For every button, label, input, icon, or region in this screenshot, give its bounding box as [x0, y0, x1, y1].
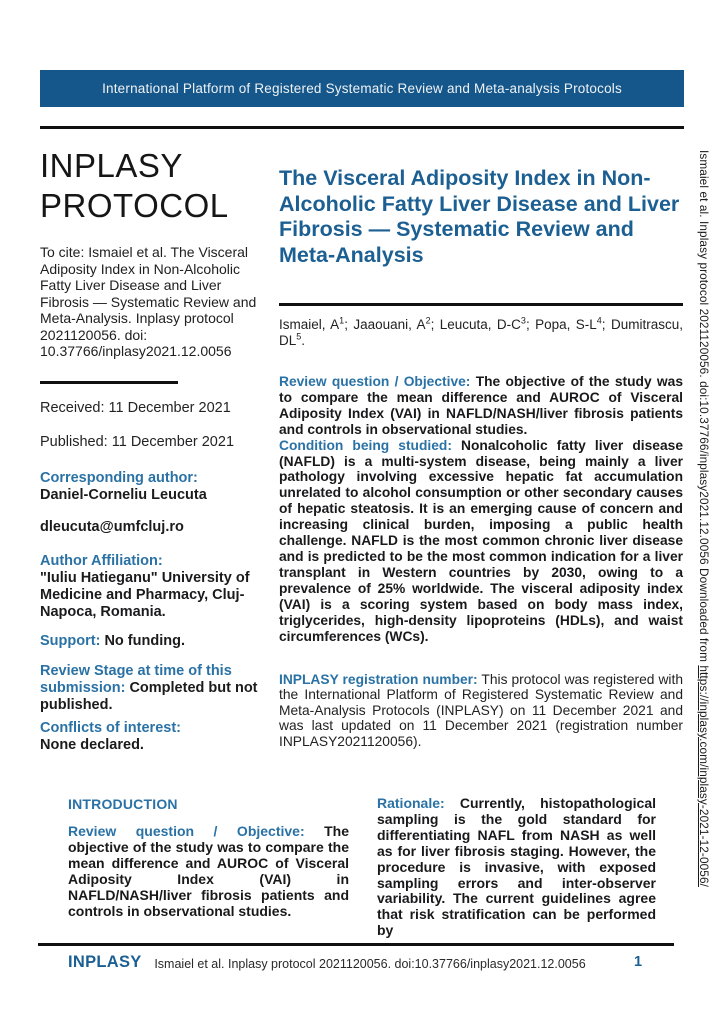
top-divider	[40, 126, 684, 129]
published-value: 11 December 2021	[111, 434, 235, 450]
footer-divider	[38, 943, 674, 946]
author-separator: ;	[430, 317, 440, 332]
left-column-divider	[40, 381, 178, 384]
masthead-line1: INPLASY	[40, 147, 183, 184]
author-name: Leucuta, D-C	[439, 317, 521, 332]
objective-text: The objective of the study was to compare the mean difference and AUROC of Visceral Adiposity Index (VAI) in NAFLD/NASH/liver fibrosis patients and controls in observational studies.	[279, 374, 683, 437]
side-note-text: Ismaiel et al. Inplasy protocol 2021120056. doi:10.37766/inplasy2021.12.0056 Downloaded from	[697, 150, 711, 666]
intro-objective-label: Review question / Objective:	[68, 823, 305, 839]
received-label: Received:	[40, 400, 105, 416]
conflicts-label: Conflicts of interest:	[40, 720, 181, 736]
condition-label: Condition being studied:	[279, 437, 452, 453]
footer-brand: INPLASY	[68, 953, 142, 971]
introduction-heading: INTRODUCTION	[68, 796, 178, 812]
registration-paragraph	[279, 672, 683, 749]
author-affil-sup: 5	[296, 331, 302, 342]
registration-text: This protocol was registered with the International Platform of Registered Systematic Review and Meta-Analysis Protocols (INPLASY) on 11 December 2021 and was last updated on 11 December 2021 (registration number INPLASY2021120056).	[279, 672, 683, 749]
author-separator: ;	[601, 317, 611, 332]
condition-text: Nonalcoholic fatty liver disease (NAFLD) is a multi-system disease, being mainly a liver pathology involving excessive hepatic fat accumulation unrelated to alcohol consumption or other secondary causes of hepatic steatosis. It is an emerging cause of concern and increasing clinical burden, imposing a public health challenge. NAFLD is the most common chronic liver disease and is predicted to be the most common indication for a liver transplant in Western countries by 2030, owing to a prevalence of 25% worldwide. The visceral adiposity index (VAI) is a scoring system based on body mass index, triglycerides, high-density lipoproteins (HDLs), and waist circumferences (WCs).	[279, 437, 683, 644]
side-note-url-link[interactable]: https://inplasy.com/inplasy-2021-12-0056/	[697, 665, 711, 887]
author-affil-sup: 3	[520, 315, 526, 326]
email-value: dleucuta@umfcluj.ro	[40, 519, 184, 535]
author-affil-sup: 1	[339, 315, 345, 326]
masthead-line2: PROTOCOL	[40, 187, 229, 224]
rationale-label: Rationale:	[377, 795, 445, 811]
email-block	[40, 519, 272, 536]
corresponding-author-block	[40, 470, 272, 504]
corresponding-author-label: Corresponding author:	[40, 470, 198, 486]
registration-label: INPLASY registration number:	[279, 672, 478, 687]
author-affil-sup: 4	[596, 315, 602, 326]
corresponding-author-value: Daniel-Corneliu Leucuta	[40, 487, 207, 503]
condition-paragraph	[279, 438, 683, 645]
author-line	[279, 317, 683, 349]
author-separator: .	[301, 333, 306, 348]
conflicts-block	[40, 720, 272, 754]
affiliation-label: Author Affiliation:	[40, 553, 163, 569]
page-number: 1	[634, 954, 643, 970]
conflicts-value: None declared.	[40, 737, 144, 753]
author-name: Popa, S-L	[535, 317, 597, 332]
citation-note: To cite: Ismaiel et al. The Visceral Adiposity Index in Non-Alcoholic Fatty Liver Disease and Liver Fibrosis — Systematic Review and Meta-Analysis. Inplasy protocol 2021120056. doi: 10.37766/inplasy2021.12.0056	[40, 244, 257, 359]
abstract-column	[279, 374, 683, 644]
author-separator: ;	[344, 317, 354, 332]
received-line	[40, 400, 272, 416]
intro-objective-text: The objective of the study was to compare the mean difference and AUROC of Visceral Adiposity Index (VAI) in NAFLD/NASH/liver fibrosis patients and controls in observational studies.	[68, 823, 350, 919]
objective-label: Review question / Objective:	[279, 374, 471, 389]
review-stage-value: Completed but not published.	[40, 680, 258, 713]
introduction-right-column	[377, 796, 656, 939]
title-divider	[279, 303, 683, 306]
introduction-left-column	[68, 824, 349, 919]
support-label: Support:	[40, 633, 101, 649]
masthead	[40, 146, 270, 226]
article-title: The Visceral Adiposity Index in Non-Alcoholic Fatty Liver Disease and Liver Fibrosis — Systematic Review and Meta-Analysis	[279, 166, 680, 267]
review-stage-label: Review Stage at time of this submission:	[40, 663, 232, 696]
support-block	[40, 633, 272, 650]
published-line	[40, 434, 272, 450]
author-affil-sup: 2	[425, 315, 431, 326]
support-value: No funding.	[104, 633, 185, 649]
affiliation-block	[40, 553, 272, 621]
intro-objective-paragraph	[68, 824, 349, 919]
published-label: Published:	[40, 434, 108, 450]
footer-citation: Ismaiel et al. Inplasy protocol 2021120056. doi:10.37766/inplasy2021.12.0056	[154, 957, 586, 971]
platform-banner-text: International Platform of Registered Systematic Review and Meta-analysis Protocols	[102, 81, 622, 96]
objective-paragraph	[279, 374, 683, 438]
platform-banner	[40, 70, 684, 107]
review-stage-block	[40, 663, 272, 714]
affiliation-value: "Iuliu Hatieganu" University of Medicine and Pharmacy, Cluj-Napoca, Romania.	[40, 570, 250, 620]
rationale-text: Currently, histopathological sampling is the gold standard for differentiating NAFL from NASH as well as for liver fibrosis staging. However, the procedure is invasive, with exposed sampling errors and inter-observer variability. The current guidelines agree that risk stratification can be performed by	[377, 795, 656, 939]
author-name: Ismaiel, A	[279, 317, 340, 332]
rationale-paragraph	[377, 796, 656, 939]
author-separator: ;	[525, 317, 536, 332]
author-name: Dumitrascu, DL	[279, 317, 683, 348]
author-name: Jaaouani, A	[353, 317, 426, 332]
side-note	[697, 150, 711, 887]
received-value: 11 December 2021	[108, 400, 231, 416]
